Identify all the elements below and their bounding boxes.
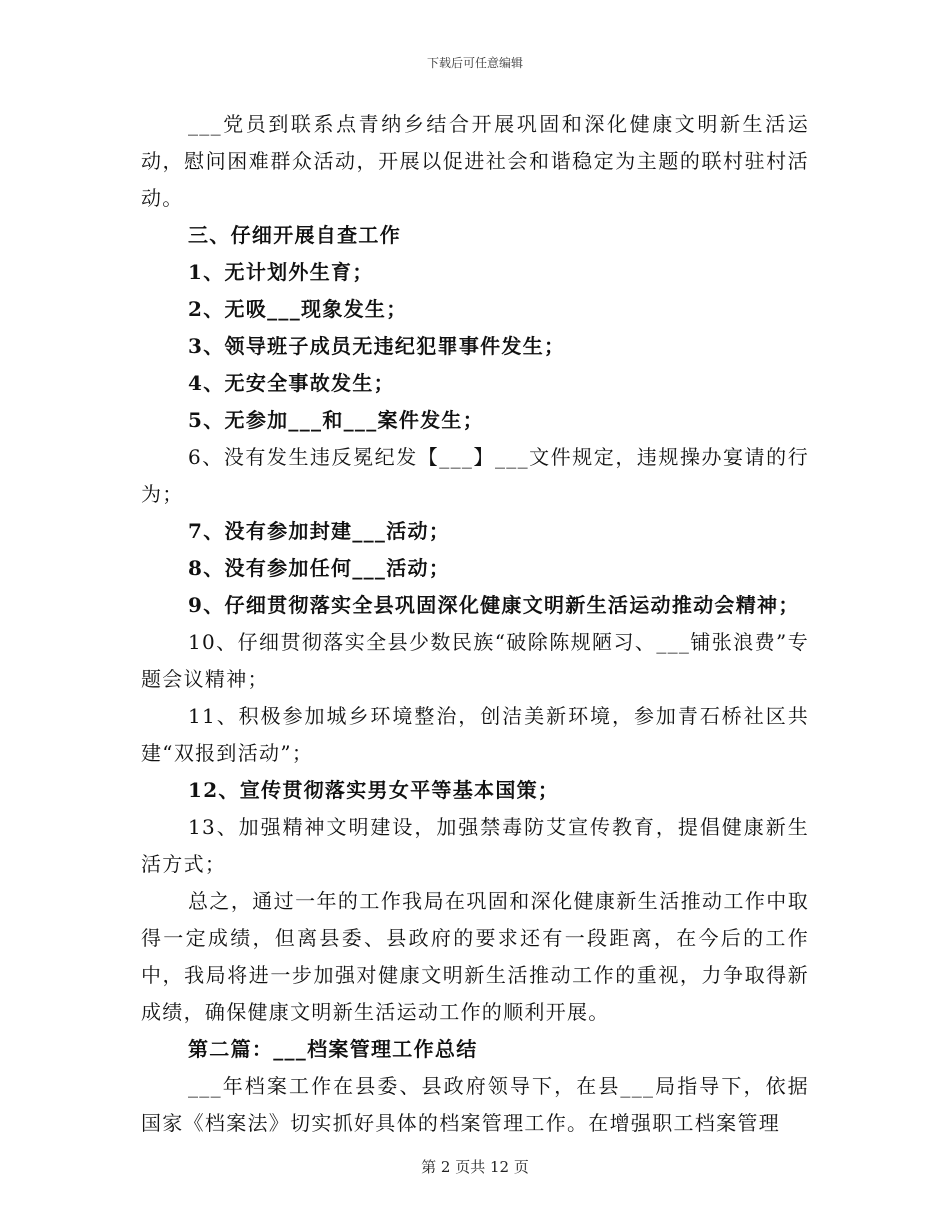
list-item: 4、无安全事故发生； <box>188 371 395 395</box>
paragraph: ___年档案工作在县委、县政府领导下，在县___局指导下，依据国家《档案法》切实抓好具体的档案管理工作。在增强职工档案管理 <box>141 1074 809 1135</box>
list-item: 9、仔细贯彻落实全县巩固深化健康文明新生活运动推动会精神； <box>188 593 800 617</box>
list-item: 3、领导班子成员无违纪犯罪事件发生； <box>188 334 566 358</box>
list-item: 5、无参加___和___案件发生； <box>188 408 485 432</box>
section-heading: 三、仔细开展自查工作 <box>188 223 401 247</box>
list-item: 10、仔细贯彻落实全县少数民族“破除陈规陋习、___铺张浪费”专题会议精神； <box>141 630 809 691</box>
document-body <box>141 106 809 1142</box>
list-item: 7、没有参加封建___活动； <box>188 519 451 543</box>
list-item: 2、无吸___现象发生； <box>188 297 408 321</box>
page-number: 第 2 页共 12 页 <box>421 1158 529 1176</box>
paragraph: ___党员到联系点青纳乡结合开展巩固和深化健康文明新生活运动，慰问困难群众活动，开展以促进社会和谐稳定为主题的联村驻村活动。 <box>141 112 809 210</box>
list-item: 12、宣传贯彻落实男女平等基本国策； <box>188 778 560 802</box>
page-header: 下载后可任意编辑 <box>426 56 523 70</box>
list-item: 13、加强精神文明建设，加强禁毒防艾宣传教育，提倡健康新生活方式； <box>141 815 809 876</box>
list-item: 11、积极参加城乡环境整治，创洁美新环境，参加青石桥社区共建“双报到活动”； <box>141 704 809 765</box>
paragraph: 总之，通过一年的工作我局在巩固和深化健康新生活推动工作中取得一定成绩，但离县委、县政府的要求还有一段距离，在今后的工作中，我局将进一步加强对健康文明新生活推动工作的重视，力争取得新成绩，确保健康文明新生活运动工作的顺利开展。 <box>141 889 809 1024</box>
chapter-heading: 第二篇：___档案管理工作总结 <box>188 1037 478 1061</box>
list-item: 8、没有参加任何___活动； <box>188 556 451 580</box>
list-item: 6、没有发生违反冕纪发【___】___文件规定，违规操办宴请的行为； <box>141 445 809 506</box>
list-item: 1、无计划外生育； <box>188 260 374 284</box>
